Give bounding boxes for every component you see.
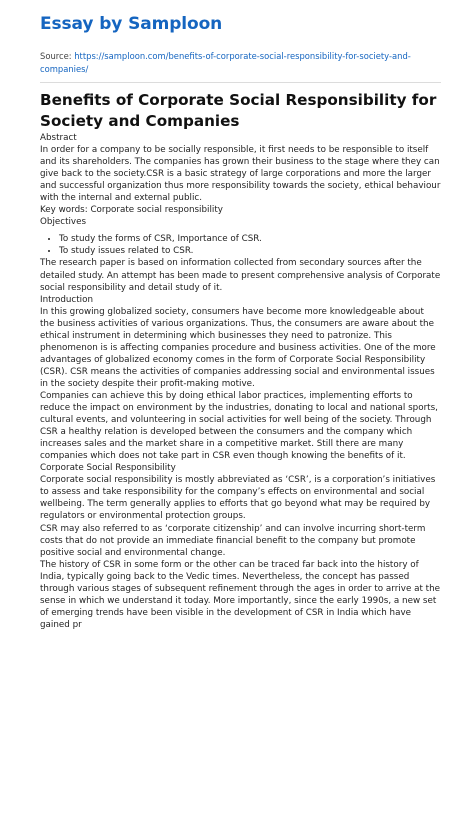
csr-paragraph-2: CSR may also referred to as ‘corporate citizenship’ and can involve incurring short-term costs that do not provide an immediate financial benefit to the company but promote positive social and environmental change. — [40, 523, 426, 558]
csr-paragraph-1: Corporate social responsibility is mostly abbreviated as ‘CSR’, is a corporation’s initiatives to assess and take responsibility for the company’s effects on environmental and social wellbeing. The term generally applies to efforts that go beyond what may be required by regulators or environmental protection groups. — [40, 475, 436, 522]
keywords-line: Key words: Corporate social responsibility — [40, 205, 223, 216]
objectives-heading: Objectives — [40, 217, 87, 228]
csr-heading: Corporate Social Responsibility — [40, 463, 176, 474]
research-paragraph: The research paper is based on information collected from secondary sources after the detailed study. An attempt has been made to present comprehensive analysis of Corporate social responsibility and detail study of it. — [40, 258, 441, 293]
divider — [40, 82, 441, 83]
csr-paragraph-3: The history of CSR in some form or the other can be traced far back into the history of India, typically going back to the Vedic times. Nevertheless, the concept has passed through various stages of subsequent refinement through the ages in order to arrive at the sense in which we understand it today. More importantly, since the early 1990s, a new set of emerging trends have been visible in the development of CSR in India which have gained pr — [40, 559, 441, 630]
source-line — [40, 50, 441, 76]
essay-body — [40, 132, 441, 631]
introduction-paragraph-1: In this growing globalized society, consumers have become more knowledgeable about the business activities of various organizations. Thus, the consumers are aware about the ethical instrument in determining which businesses they need to patronize. This phenomenon is is affecting companies procedure and business activities. One of the more advantages of globalized economy comes in the form of Corporate Social Responsibility (CSR). CSR means the activities of companies addressing social and environmental issues in the society despite their profit-making motive. — [40, 306, 436, 389]
objectives-list — [40, 233, 441, 257]
introduction-heading: Introduction — [40, 294, 93, 305]
abstract-heading: Abstract — [40, 133, 77, 143]
brand-title[interactable]: Essay by Samploon — [40, 14, 223, 34]
introduction-paragraph-2: Companies can achieve this by doing ethical labor practices, implementing efforts to reduce the impact on environment by the industries, donating to local and national sports, cultural events, and volunteering in social activities for well being of the society. Through CSR a healthy relation is developed between the consumers and the company which increases sales and the market share in a competitive market. Still there are many companies which does not take part in CSR even though knowing the benefits of it. — [40, 390, 438, 462]
essay-title: Benefits of Corporate Social Responsibility for Society and Companies — [40, 91, 437, 130]
objective-item: • To study issues related to CSR. — [59, 245, 441, 257]
source-label: Source: — [40, 51, 75, 61]
abstract-paragraph: In order for a company to be socially responsible, it first needs to be responsible to itself and its shareholders. The companies has grown their business to the stage where they can give back to the society.CSR is a basic strategy of large corporations and more the larger and successful organization thus more responsibility towards the society, ethical behaviour with the internal and external public. — [40, 145, 441, 204]
source-link[interactable]: https://samploon.com/benefits-of-corporate-social-responsibility-for-society-and-companies/ — [40, 51, 411, 74]
objective-item: • To study the forms of CSR, Importance of CSR. — [59, 233, 441, 245]
